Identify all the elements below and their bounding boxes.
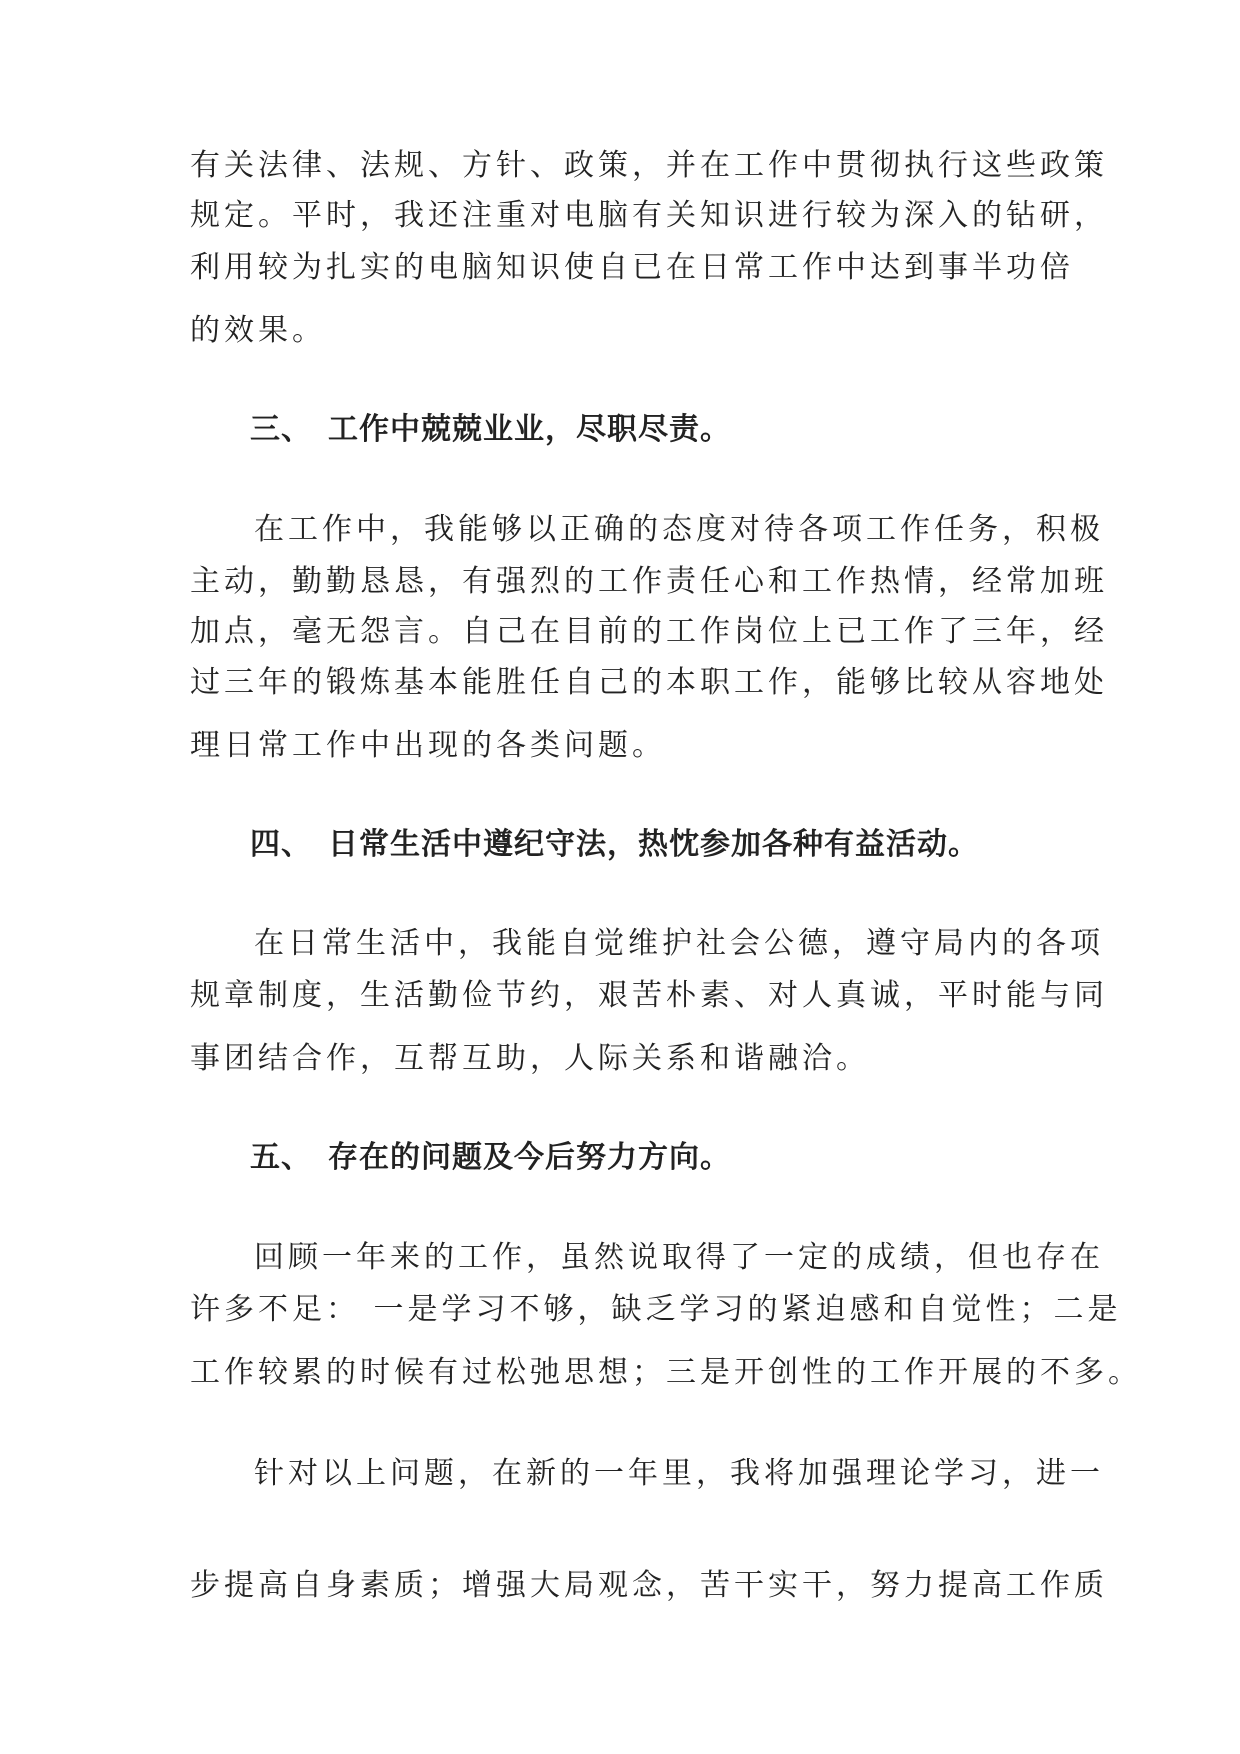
- section-5-number: 五、: [250, 1140, 312, 1175]
- paragraph-1-line-3: 利用较为扎实的电脑知识使自已在日常工作中达到事半功倍: [190, 250, 1074, 285]
- section-3-number: 三、: [250, 412, 312, 447]
- section-5-line-3: 工作较累的时候有过松弛思想；三是开创性的工作开展的不多。: [190, 1355, 1142, 1390]
- section-4-line-3: 事团结合作，互帮互助，人际关系和谐融洽。: [190, 1041, 870, 1076]
- paragraph-1-line-4: 的效果。: [190, 313, 326, 348]
- section-3-line-5: 理日常工作中出现的各类问题。: [190, 728, 666, 763]
- paragraph-1-line-1: 有关法律、法规、方针、政策，并在工作中贯彻执行这些政策: [190, 148, 1108, 183]
- section-3-line-2: 主动，勤勤恳恳，有强烈的工作责任心和工作热情，经常加班: [190, 564, 1108, 599]
- section-5-paragraph-2-line-2: 步提高自身素质；增强大局观念，苦干实干，努力提高工作质: [190, 1568, 1108, 1603]
- section-4-number: 四、: [250, 827, 312, 862]
- section-3-line-3: 加点，毫无怨言。自己在目前的工作岗位上已工作了三年，经: [190, 614, 1108, 649]
- section-5-line-1: 回顾一年来的工作，虽然说取得了一定的成绩，但也存在: [254, 1240, 1104, 1275]
- paragraph-1-line-2: 规定。平时，我还注重对电脑有关知识进行较为深入的钻研，: [190, 198, 1108, 233]
- section-5-paragraph-2-line-1: 针对以上问题，在新的一年里，我将加强理论学习，进一: [254, 1456, 1104, 1491]
- section-5-heading: [250, 1138, 731, 1178]
- section-5-title: 存在的问题及今后努力方向。: [328, 1140, 731, 1175]
- section-3-heading: [250, 410, 731, 450]
- section-4-heading: [250, 825, 979, 865]
- section-4-line-1: 在日常生活中，我能自觉维护社会公德，遵守局内的各项: [254, 926, 1104, 961]
- section-3-line-4: 过三年的锻炼基本能胜任自己的本职工作，能够比较从容地处: [190, 665, 1108, 700]
- section-4-line-2: 规章制度，生活勤俭节约，艰苦朴素、对人真诚，平时能与同: [190, 978, 1108, 1013]
- section-3-title: 工作中兢兢业业，尽职尽责。: [328, 412, 731, 447]
- section-4-title: 日常生活中遵纪守法，热忱参加各种有益活动。: [328, 827, 979, 862]
- section-5-line-2: 许多不足： 一是学习不够，缺乏学习的紧迫感和自觉性；二是: [190, 1292, 1122, 1327]
- section-3-line-1: 在工作中，我能够以正确的态度对待各项工作任务，积极: [254, 512, 1104, 547]
